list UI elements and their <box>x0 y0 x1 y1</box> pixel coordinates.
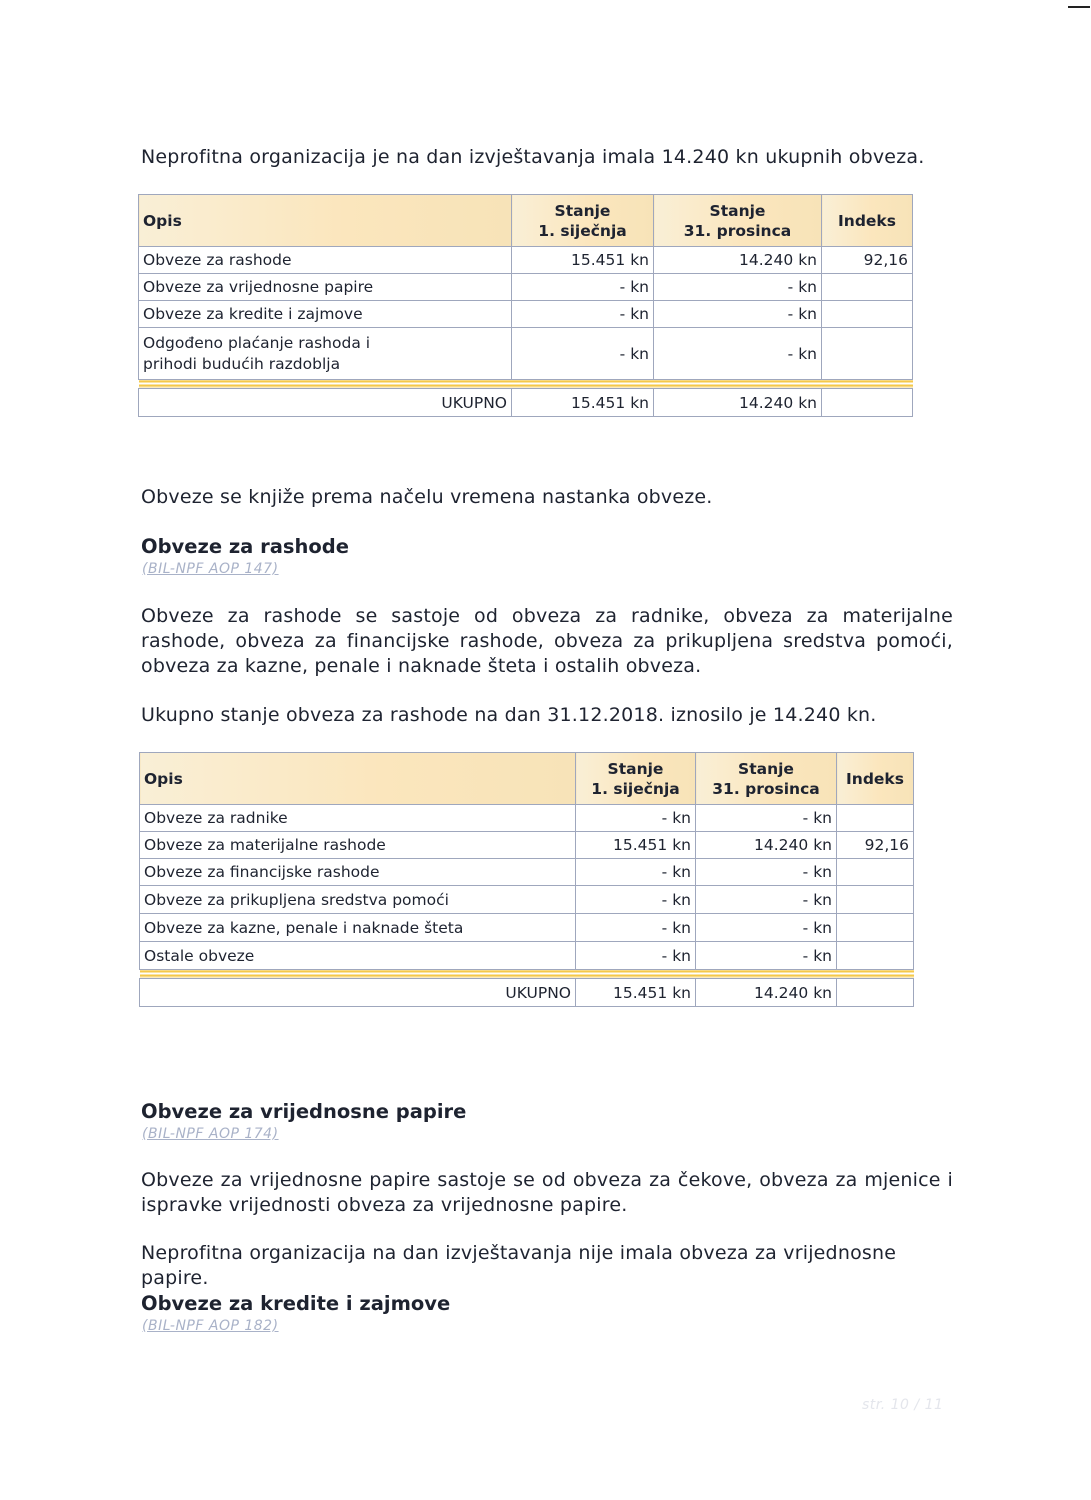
rashode-total-text: Ukupno stanje obveza za rashode na dan 31.12.2018. iznosilo je 14.240 kn. <box>141 704 877 726</box>
row-value-start: - kn <box>576 914 696 942</box>
row-value-start: - kn <box>576 886 696 914</box>
row-value-start: - kn <box>576 805 696 832</box>
row-label: Obveze za financijske rashode <box>140 859 576 886</box>
row-indeks: 92,16 <box>822 247 913 274</box>
header-col-end <box>696 753 837 805</box>
row-indeks <box>822 274 913 301</box>
header-col-end-line1: Stanje <box>709 201 766 220</box>
header-col-start-line2: 1. siječnja <box>591 779 680 798</box>
total-value-start: 15.451 kn <box>576 979 696 1007</box>
total-indeks <box>837 979 914 1007</box>
total-indeks <box>822 389 913 417</box>
table-total-row <box>139 389 913 417</box>
header-indeks: Indeks <box>822 195 913 247</box>
row-value-end: - kn <box>696 805 837 832</box>
section-heading-rashode: Obveze za rashode <box>141 535 349 558</box>
row-indeks <box>837 942 914 970</box>
row-value-start: - kn <box>576 942 696 970</box>
row-indeks <box>822 328 913 380</box>
table-row <box>139 328 913 380</box>
aop-reference-papiri: (BIL-NPF AOP 174) <box>142 1126 279 1142</box>
header-indeks: Indeks <box>837 753 914 805</box>
row-indeks <box>822 301 913 328</box>
papiri-status-text: Neprofitna organizacija na dan izvještavanja nije imala obveza za vrijednosne papire. <box>141 1242 897 1289</box>
row-value-start: - kn <box>512 301 654 328</box>
table-row <box>140 886 914 914</box>
table-separator <box>140 970 914 979</box>
header-opis: Opis <box>139 195 512 247</box>
rashode-description: Obveze za rashode se sastoje od obveza za radnike, obveza za materijalne rashode, obveza za financijske rashode, obveza za prikupljena sredstva pomoći, obveza za kazne, penale i naknade šteta i ostalih obveza. <box>141 605 953 677</box>
row-label: Obveze za kazne, penale i naknade šteta <box>140 914 576 942</box>
section-heading-krediti: Obveze za kredite i zajmove <box>141 1292 451 1315</box>
table-row <box>140 914 914 942</box>
table-row <box>140 859 914 886</box>
row-value-start: 15.451 kn <box>512 247 654 274</box>
total-value-start: 15.451 kn <box>512 389 654 417</box>
row-indeks: 92,16 <box>837 832 914 859</box>
total-value-end: 14.240 kn <box>696 979 837 1007</box>
row-label: Obveze za prikupljena sredstva pomoći <box>140 886 576 914</box>
row-value-end: - kn <box>696 859 837 886</box>
row-label: Ostale obveze <box>140 942 576 970</box>
row-value-start: 15.451 kn <box>576 832 696 859</box>
table-row <box>140 805 914 832</box>
table-row <box>139 274 913 301</box>
row-value-end: 14.240 kn <box>696 832 837 859</box>
row-value-start: - kn <box>576 859 696 886</box>
total-label: UKUPNO <box>140 979 576 1007</box>
header-col-start-line1: Stanje <box>554 201 611 220</box>
aop-reference-krediti: (BIL-NPF AOP 182) <box>142 1318 279 1334</box>
row-indeks <box>837 886 914 914</box>
table-header-row <box>140 753 914 805</box>
table-separator <box>139 380 913 389</box>
table-row <box>140 942 914 970</box>
table-total-row <box>140 979 914 1007</box>
row-label: Obveze za vrijednosne papire <box>139 274 512 301</box>
row-value-end: - kn <box>654 328 822 380</box>
total-label: UKUPNO <box>139 389 512 417</box>
row-label: Obveze za radnike <box>140 805 576 832</box>
aop-reference-rashode: (BIL-NPF AOP 147) <box>142 561 279 577</box>
row-label: Obveze za kredite i zajmove <box>139 301 512 328</box>
table-header-row <box>139 195 913 247</box>
header-col-start-line2: 1. siječnja <box>538 221 627 240</box>
table-row <box>139 247 913 274</box>
row-value-end: - kn <box>654 301 822 328</box>
row-value-end: - kn <box>696 914 837 942</box>
row-value-end: - kn <box>654 274 822 301</box>
row-indeks <box>837 914 914 942</box>
row-indeks <box>837 805 914 832</box>
row-label <box>139 328 512 380</box>
row-label-line1: Odgođeno plaćanje rashoda i <box>143 333 371 352</box>
row-value-start: - kn <box>512 328 654 380</box>
header-col-end-line1: Stanje <box>738 759 794 778</box>
intro-paragraph: Neprofitna organizacija je na dan izvještavanja imala 14.240 kn ukupnih obveza. <box>141 146 925 168</box>
header-col-start <box>512 195 654 247</box>
header-col-end-line2: 31. prosinca <box>683 221 792 240</box>
row-value-end: - kn <box>696 886 837 914</box>
row-label: Obveze za materijalne rashode <box>140 832 576 859</box>
header-col-start <box>576 753 696 805</box>
header-col-start-line1: Stanje <box>607 759 664 778</box>
expense-liabilities-table <box>139 752 914 1007</box>
liabilities-summary-table <box>138 194 913 417</box>
row-label: Obveze za rashode <box>139 247 512 274</box>
row-indeks <box>837 859 914 886</box>
row-value-end: 14.240 kn <box>654 247 822 274</box>
row-value-start: - kn <box>512 274 654 301</box>
booking-paragraph: Obveze se knjiže prema načelu vremena nastanka obveze. <box>141 486 713 508</box>
total-value-end: 14.240 kn <box>654 389 822 417</box>
table-row <box>139 301 913 328</box>
row-value-end: - kn <box>696 942 837 970</box>
table-row <box>140 832 914 859</box>
page-number: str. 10 / 11 <box>862 1397 944 1413</box>
header-col-end-line2: 31. prosinca <box>712 779 820 798</box>
header-col-end <box>654 195 822 247</box>
papiri-description: Obveze za vrijednosne papire sastoje se od obveza za čekove, obveza za mjenice i ispravke vrijednosti obveza za vrijednosne papire. <box>141 1169 953 1216</box>
header-opis: Opis <box>140 753 576 805</box>
section-heading-papiri: Obveze za vrijednosne papire <box>141 1100 467 1123</box>
page-corner-mark <box>1068 6 1090 8</box>
row-label-line2: prihodi budućih razdoblja <box>143 354 341 373</box>
